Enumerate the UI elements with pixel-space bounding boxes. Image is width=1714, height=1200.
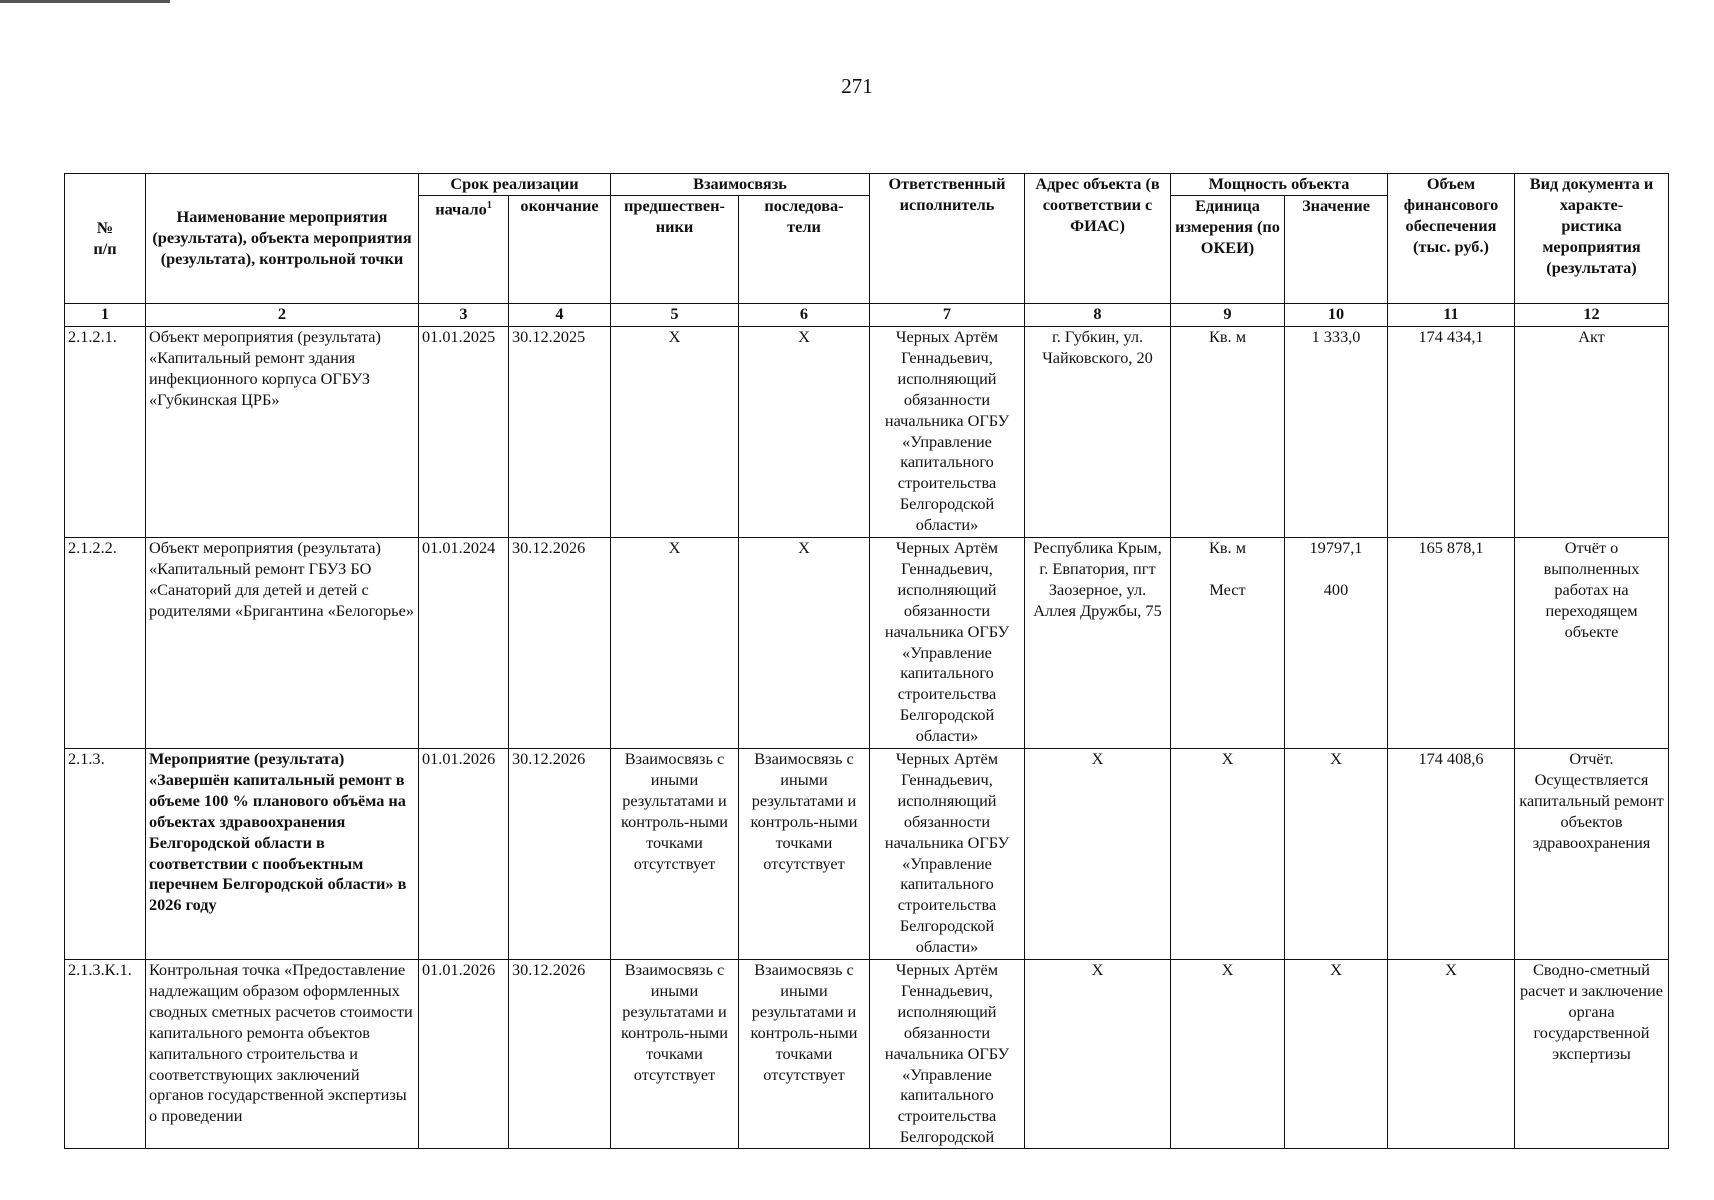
column-number: 8: [1025, 304, 1171, 327]
row-address: Республика Крым, г. Евпатория, пгт Заозерное, ул. Аллея Дружбы, 75: [1025, 538, 1171, 749]
row-successors: Взаимосвязь с иными результатами и контроль-ными точками отсутствует: [739, 960, 870, 1149]
row-end-date: 30.12.2026: [509, 960, 611, 1149]
row-unit: Кв. м: [1171, 327, 1285, 538]
row-funding: X: [1388, 960, 1515, 1149]
header-relation-next: последова- тели: [739, 196, 870, 304]
row-predecessors: X: [611, 327, 739, 538]
column-number: 12: [1515, 304, 1669, 327]
row-number: 2.1.3.: [65, 749, 146, 960]
header-responsible: Ответственный исполнитель: [870, 174, 1025, 304]
row-successors: Взаимосвязь с иными результатами и контроль-ными точками отсутствует: [739, 749, 870, 960]
header-doc-type: Вид документа и характе- ристика мероприятия (результата): [1515, 174, 1669, 304]
row-address: X: [1025, 960, 1171, 1149]
row-end-date: 30.12.2026: [509, 538, 611, 749]
header-period: Срок реализации: [419, 174, 611, 196]
row-document: Акт: [1515, 327, 1669, 538]
row-name: Мероприятие (результата) «Завершён капитальный ремонт в объеме 100 % планового объёма на объектах здравоохранения Белгородской области в соответствии с пообъектным перечнем Белгородской области» в 2026 году: [146, 749, 419, 960]
row-predecessors: X: [611, 538, 739, 749]
row-name: Контрольная точка «Предоставление надлежащим образом оформленных сводных сметных расчетов стоимости капитального ремонта объектов капитального строительства и соответствующих заключений органов государственной экспертизы о проведении: [146, 960, 419, 1149]
table-row: [65, 749, 1669, 960]
header-funding: Объем финансового обеспечения (тыс. руб.): [1388, 174, 1515, 304]
row-responsible: Черных Артём Геннадьевич, исполняющий обязанности начальника ОГБУ «Управление капитального строительства Белгородской области»: [870, 538, 1025, 749]
row-funding: 174 408,6: [1388, 749, 1515, 960]
header-capacity-value: Значение: [1285, 196, 1388, 304]
row-successors: X: [739, 327, 870, 538]
row-end-date: 30.12.2026: [509, 749, 611, 960]
row-predecessors: Взаимосвязь с иными результатами и контроль-ными точками отсутствует: [611, 749, 739, 960]
row-document: Сводно-сметный расчет и заключение органа государственной экспертизы: [1515, 960, 1669, 1149]
row-address: X: [1025, 749, 1171, 960]
row-responsible: Черных Артём Геннадьевич, исполняющий обязанности начальника ОГБУ «Управление капитального строительства Белгородской области»: [870, 327, 1025, 538]
column-number: 11: [1388, 304, 1515, 327]
row-name: Объект мероприятия (результата) «Капитальный ремонт здания инфекционного корпуса ОГБУЗ «Губкинская ЦРБ»: [146, 327, 419, 538]
row-unit: X: [1171, 960, 1285, 1149]
row-document: Отчёт о выполненных работах на переходящем объекте: [1515, 538, 1669, 749]
row-value: X: [1285, 749, 1388, 960]
header-relation-prev: предшествен- ники: [611, 196, 739, 304]
header-capacity: Мощность объекта: [1171, 174, 1388, 196]
column-number: 6: [739, 304, 870, 327]
column-number: 1: [65, 304, 146, 327]
activities-table: [64, 173, 1669, 1149]
header-name: Наименование мероприятия (результата), объекта мероприятия (результата), контрольной точки: [146, 174, 419, 304]
row-value: X: [1285, 960, 1388, 1149]
row-start-date: 01.01.2026: [419, 749, 509, 960]
table-row: [65, 327, 1669, 538]
column-number: 7: [870, 304, 1025, 327]
column-number: 2: [146, 304, 419, 327]
row-successors: X: [739, 538, 870, 749]
row-unit: X: [1171, 749, 1285, 960]
row-document: Отчёт. Осуществляется капитальный ремонт объектов здравоохранения: [1515, 749, 1669, 960]
column-number: 10: [1285, 304, 1388, 327]
row-responsible: Черных Артём Геннадьевич, исполняющий обязанности начальника ОГБУ «Управление капитального строительства Белгородской области»: [870, 749, 1025, 960]
row-value: 19797,1 400: [1285, 538, 1388, 749]
table-row: [65, 960, 1669, 1149]
header-period-end: окончание: [509, 196, 611, 304]
table-row: [65, 538, 1669, 749]
row-funding: 174 434,1: [1388, 327, 1515, 538]
row-predecessors: Взаимосвязь с иными результатами и контроль-ными точками отсутствует: [611, 960, 739, 1149]
row-funding: 165 878,1: [1388, 538, 1515, 749]
header-capacity-unit: Единица измерения (по ОКЕИ): [1171, 196, 1285, 304]
header-period-start: начало$^1$: [419, 196, 509, 304]
row-name: Объект мероприятия (результата) «Капитальный ремонт ГБУЗ БО «Санаторий для детей и детей с родителями «Бригантина «Белогорье»: [146, 538, 419, 749]
row-number: 2.1.2.2.: [65, 538, 146, 749]
column-number: 5: [611, 304, 739, 327]
row-value: 1 333,0: [1285, 327, 1388, 538]
column-number: 4: [509, 304, 611, 327]
column-number: 3: [419, 304, 509, 327]
row-address: г. Губкин, ул. Чайковского, 20: [1025, 327, 1171, 538]
row-start-date: 01.01.2026: [419, 960, 509, 1149]
scan-edge-line: [0, 0, 170, 3]
header-num: № п/п: [65, 174, 146, 304]
header-relation: Взаимосвязь: [611, 174, 870, 196]
row-number: 2.1.2.1.: [65, 327, 146, 538]
row-end-date: 30.12.2025: [509, 327, 611, 538]
row-responsible: Черных Артём Геннадьевич, исполняющий обязанности начальника ОГБУ «Управление капитального строительства Белгородской: [870, 960, 1025, 1149]
page-number: 271: [841, 74, 873, 98]
row-number: 2.1.3.К.1.: [65, 960, 146, 1149]
header-address: Адрес объекта (в соответствии с ФИАС): [1025, 174, 1171, 304]
row-start-date: 01.01.2024: [419, 538, 509, 749]
column-number: 9: [1171, 304, 1285, 327]
row-unit: Кв. м Мест: [1171, 538, 1285, 749]
row-start-date: 01.01.2025: [419, 327, 509, 538]
